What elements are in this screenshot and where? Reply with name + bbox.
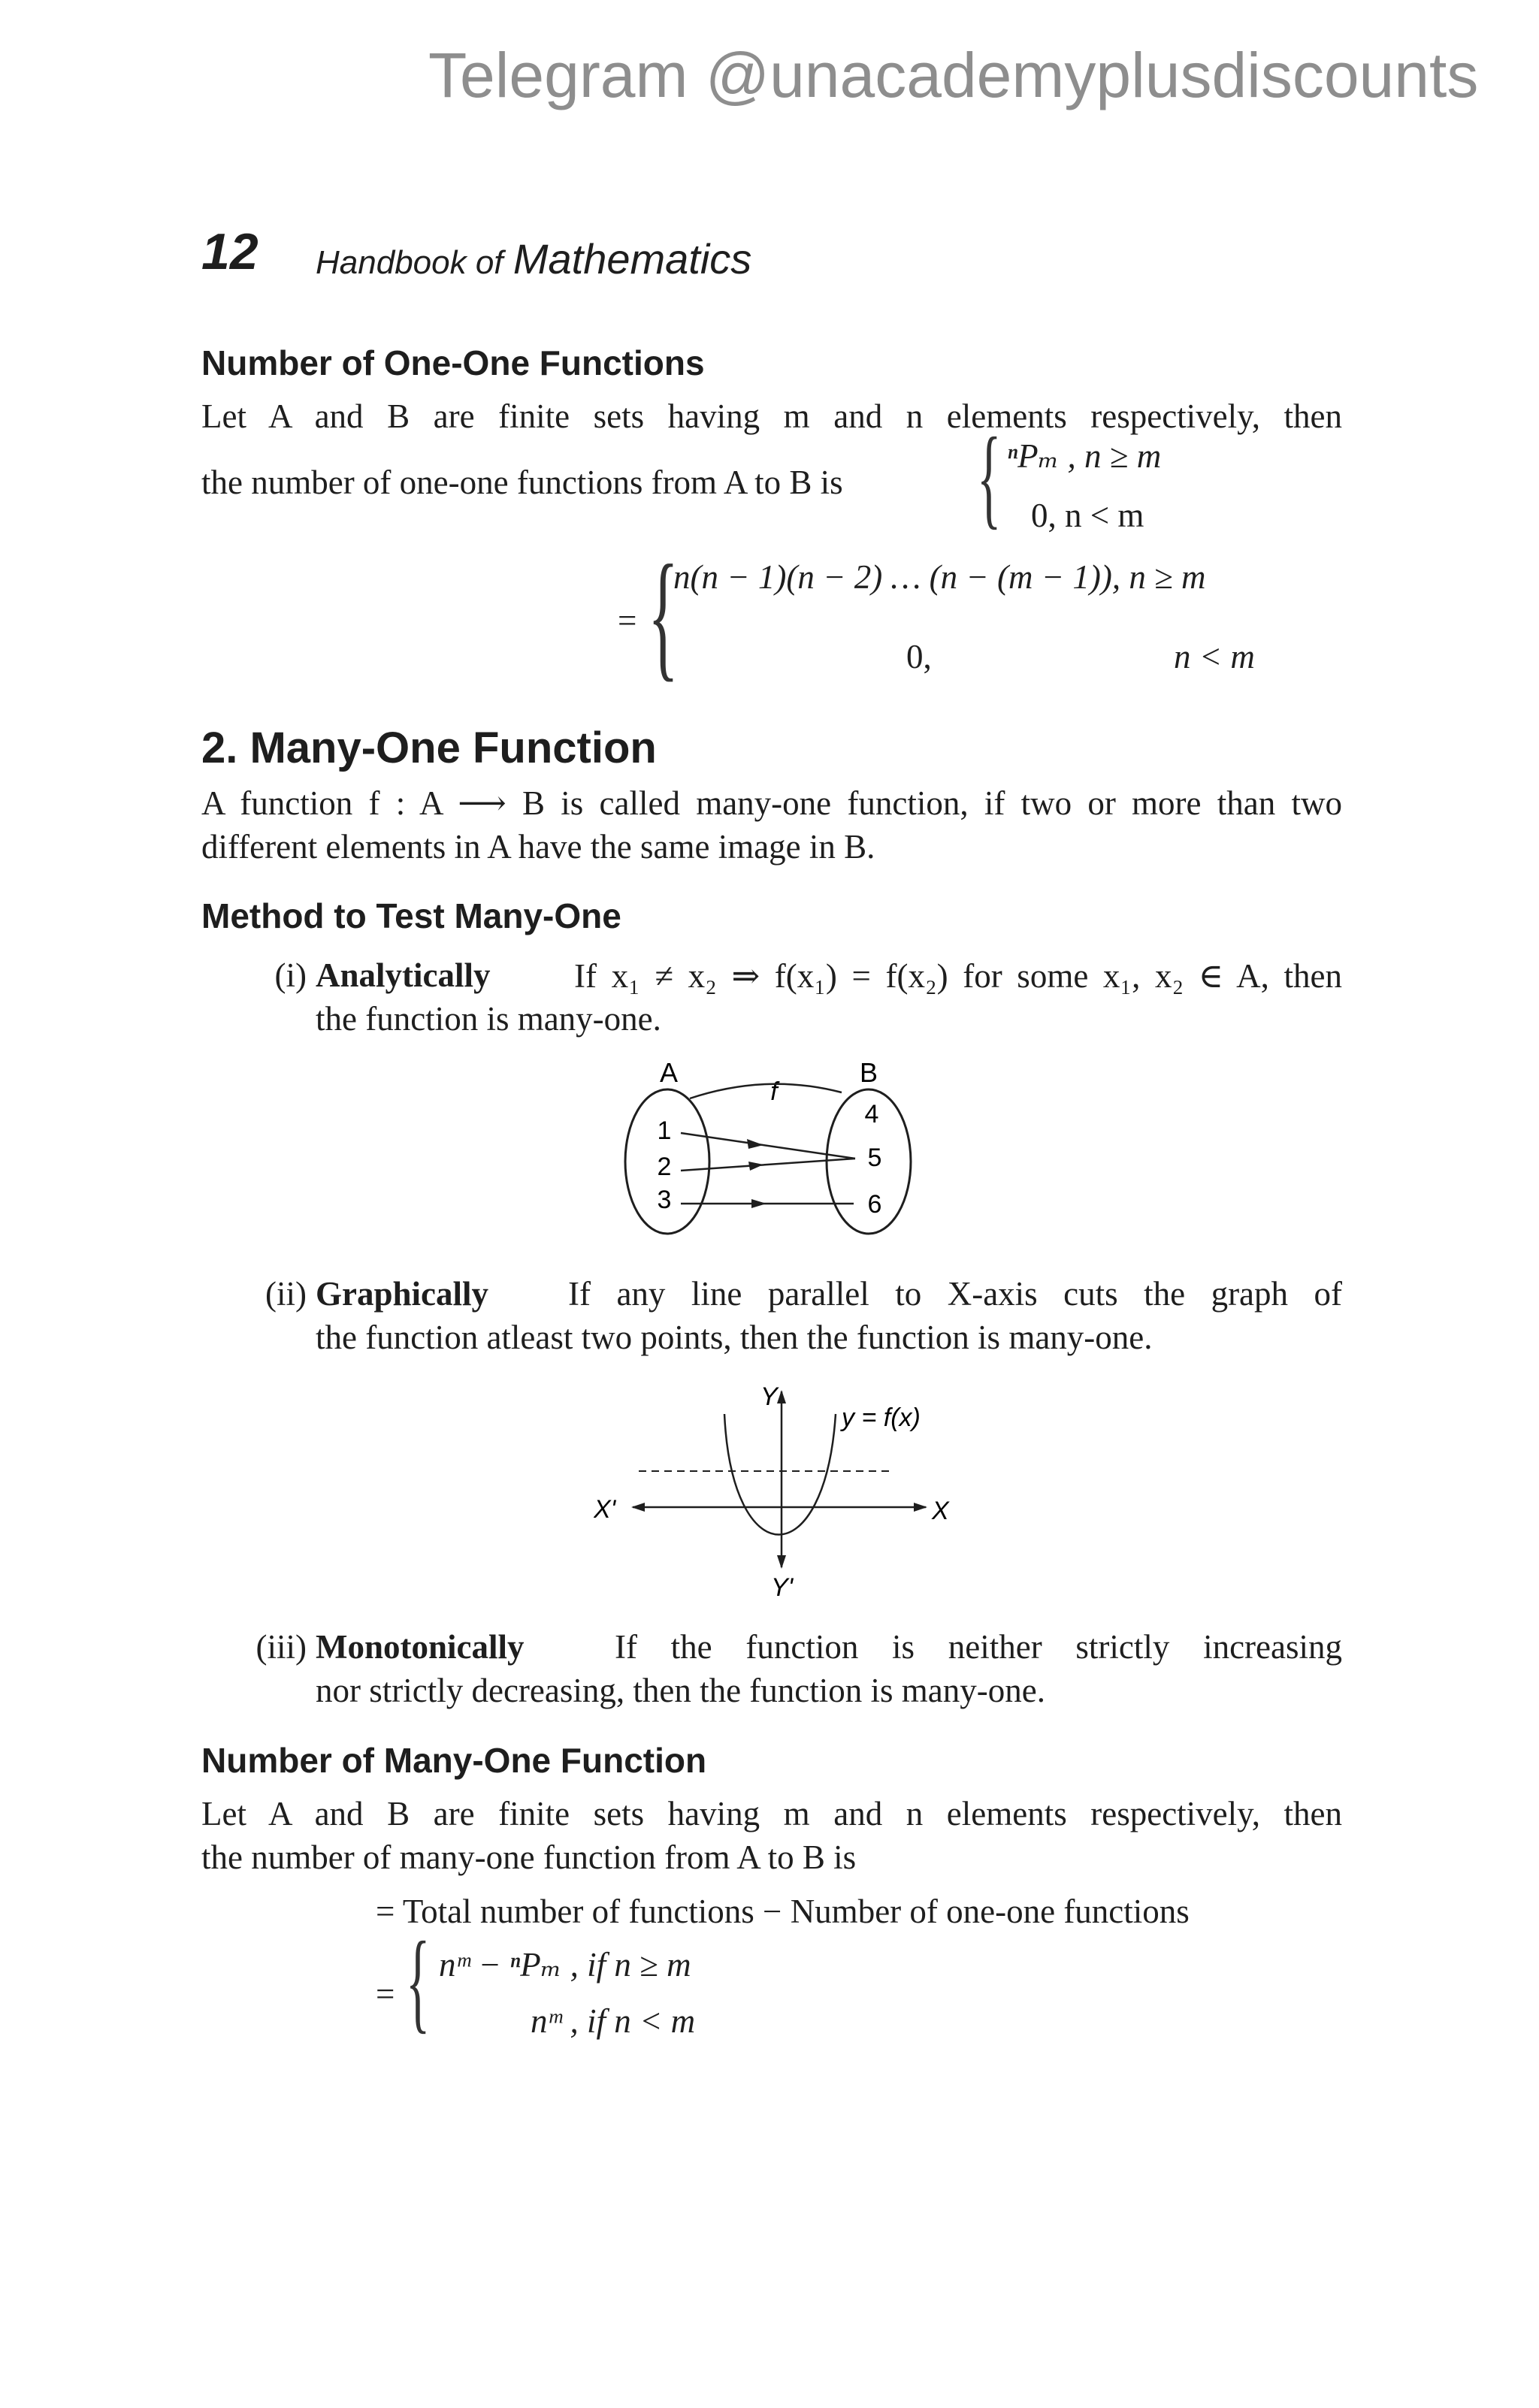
y-axis-label: Y [760, 1382, 778, 1411]
a-item-2: 2 [657, 1153, 672, 1181]
item-ii-label: (ii) [265, 1275, 307, 1313]
arrowhead-2 [748, 1162, 763, 1171]
page-number: 12 [201, 223, 259, 280]
set-a-label: A [659, 1057, 679, 1088]
item-ii-line2: the function atleast two points, then the function is many-one. [316, 1319, 1153, 1356]
arrow-2-to-5 [681, 1159, 855, 1171]
watermark: Telegram @unacademyplusdiscounts [428, 40, 1479, 110]
y-axis-arrow [777, 1390, 786, 1403]
one-one-case2: 0, n < m [1031, 497, 1144, 534]
item-i-line1: If x₁ ≠ x₂ ⇒ f(x₁) = f(x₂) for some x₁, x₂ ∈ A, then [574, 957, 1342, 995]
heading-count-many-one: Number of Many-One Function [201, 1741, 707, 1780]
one-one-case1: ⁿPₘ , n ≥ m [1007, 437, 1162, 475]
header-title-small: Handbook of [316, 244, 503, 281]
item-iii-line1: If the function is neither strictly increasing [615, 1628, 1342, 1666]
parabola-curve [724, 1414, 836, 1535]
item-i-term: Analytically [316, 956, 491, 994]
header-title-big: Mathematics [512, 235, 752, 282]
x-axis-label: X [932, 1497, 949, 1525]
many-one-definition: A function f : A ⟶ B is called many-one function, if two or more than two different elements in A have the same image in B. [201, 784, 1342, 866]
b-item-6: 6 [867, 1190, 882, 1219]
function-arc [690, 1084, 842, 1098]
y-neg-axis-label: Y' [771, 1573, 794, 1602]
function-label: f [770, 1077, 778, 1106]
mapping-diagram [616, 1055, 932, 1235]
running-header [316, 234, 751, 283]
one-one-eq: = [618, 602, 637, 639]
a-item-3: 3 [657, 1186, 672, 1214]
item-ii-term: Graphically [316, 1275, 489, 1313]
one-one-line1: Let A and B are finite sets having m and n elements respectively, then [201, 397, 1342, 435]
item-i-line2: the function is many-one. [316, 1000, 661, 1038]
item-iii-term: Monotonically [316, 1628, 525, 1666]
one-one-line2: the number of one-one functions from A to B is [201, 464, 843, 501]
count-case1: nᵐ − ⁿPₘ , if n ≥ m [439, 1946, 691, 1984]
graph-diagram [594, 1379, 969, 1602]
count-line2: the number of many-one function from A to B is [201, 1838, 857, 1876]
y-neg-axis-arrow [777, 1555, 786, 1569]
one-one-case3: n(n − 1)(n − 2) … (n − (m − 1)), n ≥ m [673, 558, 1206, 596]
brace-2: { [648, 536, 679, 694]
brace-1: { [977, 415, 1002, 539]
x-axis-arrow [914, 1503, 927, 1512]
count-line1: Let A and B are finite sets having m and n elements respectively, then [201, 1795, 1342, 1832]
x-neg-axis-label: X' [594, 1495, 616, 1524]
arrowhead-3 [751, 1199, 766, 1208]
one-one-case4-value: 0, [906, 638, 932, 675]
a-item-1: 1 [657, 1116, 672, 1145]
count-line3: = Total number of functions − Number of one-one functions [376, 1893, 1190, 1930]
item-iii-line2: nor strictly decreasing, then the function is many-one. [316, 1672, 1045, 1709]
x-neg-axis-arrow [631, 1503, 645, 1512]
item-iii-label: (iii) [255, 1628, 307, 1666]
count-case2: nᵐ , if n < m [531, 2002, 696, 2040]
heading-many-one: 2. Many-One Function [201, 724, 657, 772]
count-eq: = [376, 1975, 395, 2013]
item-ii-line1: If any line parallel to X-axis cuts the graph of [568, 1275, 1342, 1313]
one-one-case4-condition: n < m [1174, 638, 1255, 675]
curve-label: y = f(x) [842, 1403, 921, 1432]
heading-one-one: Number of One-One Functions [201, 343, 705, 382]
b-item-4: 4 [864, 1100, 879, 1128]
set-b-label: B [859, 1057, 878, 1088]
b-item-5: 5 [867, 1144, 882, 1172]
item-i-label: (i) [274, 956, 307, 994]
heading-method: Method to Test Many-One [201, 896, 621, 935]
brace-3: { [406, 1919, 431, 2044]
